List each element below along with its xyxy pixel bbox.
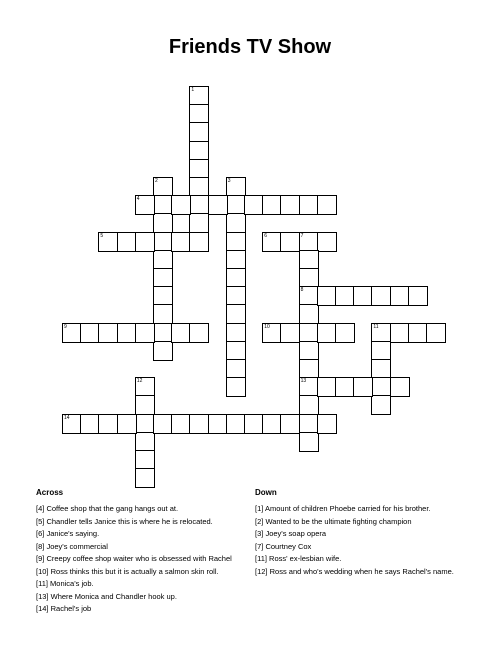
grid-cell[interactable] xyxy=(98,232,118,252)
clue-number-label: 2 xyxy=(155,178,158,184)
clue-number-label: 8 xyxy=(300,287,304,294)
grid-cell[interactable] xyxy=(299,250,319,270)
grid-cell[interactable] xyxy=(171,232,191,252)
grid-cell[interactable] xyxy=(117,232,137,252)
grid-cell[interactable] xyxy=(262,323,282,343)
clue-across xyxy=(36,567,236,576)
grid-cell[interactable] xyxy=(80,414,100,434)
clue-text: Janice's saying. xyxy=(46,529,100,538)
clue-number-label: 3 xyxy=(227,178,231,184)
grid-cell[interactable] xyxy=(189,232,209,252)
clue-number-label: 12 xyxy=(136,378,143,385)
clue-across xyxy=(36,529,236,538)
clue-text: Joey's soap opera xyxy=(265,529,327,538)
clue-text: Creepy coffee shop waiter who is obsessed with Rachel xyxy=(46,554,232,563)
clue-text: Coffee shop that the gang hangs out at. xyxy=(46,504,179,513)
grid-cell[interactable] xyxy=(189,122,209,142)
clue-number: [9] xyxy=(36,554,45,563)
grid-cell[interactable] xyxy=(153,304,173,324)
clue-number-label: 9 xyxy=(64,323,67,330)
clue-across xyxy=(36,604,236,613)
grid-cell[interactable] xyxy=(226,177,246,197)
clue-number-label: 6 xyxy=(264,232,267,239)
grid-cell[interactable] xyxy=(371,286,391,306)
grid-cell[interactable] xyxy=(299,377,319,397)
across-heading: Across xyxy=(36,488,64,497)
clue-down xyxy=(255,567,455,576)
clue-down xyxy=(255,504,455,513)
puzzle-title: Friends TV Show xyxy=(168,36,332,58)
clue-number: [7] xyxy=(255,541,264,551)
grid-cell[interactable] xyxy=(171,195,191,215)
grid-cell[interactable] xyxy=(135,232,155,252)
grid-cell[interactable] xyxy=(135,323,155,343)
grid-cell[interactable] xyxy=(335,377,355,397)
grid-cell[interactable] xyxy=(280,323,300,343)
clue-number: [14] xyxy=(36,604,49,613)
grid-cell[interactable] xyxy=(208,195,228,215)
grid-cell[interactable] xyxy=(317,286,337,306)
clue-number: [12] xyxy=(255,566,268,576)
grid-cell[interactable] xyxy=(226,213,246,233)
clue-number: [11] xyxy=(255,554,267,563)
grid-cell[interactable] xyxy=(262,414,282,434)
grid-cell[interactable] xyxy=(98,414,118,434)
grid-cell[interactable] xyxy=(135,195,155,215)
clue-across xyxy=(36,542,236,551)
grid-cell[interactable] xyxy=(135,468,155,488)
grid-cell[interactable] xyxy=(153,286,173,306)
clue-text: Monica's job. xyxy=(50,579,94,588)
grid-cell[interactable] xyxy=(299,195,319,215)
clue-number: [13] xyxy=(36,591,49,601)
grid-cell[interactable] xyxy=(135,432,155,452)
grid-cell[interactable] xyxy=(226,250,246,270)
clue-down xyxy=(255,529,455,538)
grid-cell[interactable] xyxy=(189,414,209,434)
grid-cell[interactable] xyxy=(189,213,209,233)
grid-cell[interactable] xyxy=(299,268,319,288)
grid-cell[interactable] xyxy=(299,359,319,379)
grid-cell[interactable] xyxy=(226,268,246,288)
down-clue-list xyxy=(255,504,455,579)
clue-across xyxy=(36,592,236,601)
grid-cell[interactable] xyxy=(135,377,155,397)
grid-cell[interactable] xyxy=(408,323,428,343)
clue-text: Chandler tells Janice this is where he is relocated. xyxy=(46,516,213,526)
clue-number-label: 13 xyxy=(300,378,307,385)
grid-cell[interactable] xyxy=(80,323,100,343)
grid-cell[interactable] xyxy=(335,286,355,306)
grid-cell[interactable] xyxy=(135,450,155,470)
clue-number: [3] xyxy=(255,529,264,538)
grid-cell[interactable] xyxy=(153,177,173,197)
grid-cell[interactable] xyxy=(317,195,337,215)
grid-cell[interactable] xyxy=(299,432,319,452)
clue-text: Wanted to be the ultimate fighting champion xyxy=(265,516,412,526)
grid-cell[interactable] xyxy=(371,377,391,397)
grid-cell[interactable] xyxy=(189,323,209,343)
clue-across xyxy=(36,517,236,526)
clue-number: [1] xyxy=(255,504,264,513)
grid-cell[interactable] xyxy=(189,195,209,215)
grid-cell[interactable] xyxy=(171,414,191,434)
clue-number-label: 5 xyxy=(100,232,104,239)
clue-text: Courtney Cox xyxy=(265,541,312,551)
clue-text: Joey's commercial xyxy=(46,541,108,551)
clue-number: [4] xyxy=(36,504,45,513)
grid-cell[interactable] xyxy=(98,323,118,343)
grid-cell[interactable] xyxy=(189,104,209,124)
grid-cell[interactable] xyxy=(317,414,337,434)
down-heading: Down xyxy=(255,488,277,497)
clue-text: Amount of children Phoebe carried for his brother. xyxy=(265,504,431,513)
grid-cell[interactable] xyxy=(226,359,246,379)
grid-cell[interactable] xyxy=(390,323,410,343)
clue-text: Rachel's job xyxy=(50,604,92,613)
clue-down xyxy=(255,517,455,526)
grid-cell[interactable] xyxy=(244,414,264,434)
grid-cell[interactable] xyxy=(371,395,391,415)
clue-number-label: 1 xyxy=(191,87,195,93)
clue-number: [8] xyxy=(36,541,45,551)
grid-cell[interactable] xyxy=(189,177,209,197)
clue-number: [5] xyxy=(36,516,45,526)
clue-number: [6] xyxy=(36,529,45,538)
grid-cell[interactable] xyxy=(244,195,264,215)
clue-number: [11] xyxy=(36,579,48,588)
grid-cell[interactable] xyxy=(171,323,191,343)
clue-number-label: 7 xyxy=(300,232,304,239)
clue-number: [2] xyxy=(255,516,264,526)
grid-cell[interactable] xyxy=(226,377,246,397)
grid-cell[interactable] xyxy=(153,341,173,361)
grid-cell[interactable] xyxy=(153,213,173,233)
grid-cell[interactable] xyxy=(117,414,137,434)
grid-cell[interactable] xyxy=(62,414,82,434)
grid-cell[interactable] xyxy=(226,304,246,324)
clue-across xyxy=(36,554,236,563)
grid-cell[interactable] xyxy=(189,141,209,161)
clue-number-label: 11 xyxy=(373,323,379,330)
grid-cell[interactable] xyxy=(117,323,137,343)
grid-cell[interactable] xyxy=(299,414,319,434)
clue-number-label: 10 xyxy=(264,323,270,330)
grid-cell[interactable] xyxy=(62,323,82,343)
clue-number: [10] xyxy=(36,566,49,576)
grid-cell[interactable] xyxy=(390,377,410,397)
clue-text: Ross thinks this but it is actually a salmon skin roll. xyxy=(50,566,219,576)
grid-cell[interactable] xyxy=(299,323,319,343)
grid-cell[interactable] xyxy=(262,232,282,252)
clue-text: Ross' ex-lesbian wife. xyxy=(269,554,342,563)
grid-cell[interactable] xyxy=(299,286,319,306)
grid-cell[interactable] xyxy=(299,232,319,252)
grid-cell[interactable] xyxy=(408,286,428,306)
grid-cell[interactable] xyxy=(262,195,282,215)
clue-down xyxy=(255,542,455,551)
grid-cell[interactable] xyxy=(153,323,173,343)
grid-cell[interactable] xyxy=(371,323,391,343)
across-clue-list xyxy=(36,504,236,617)
grid-cell[interactable] xyxy=(371,359,391,379)
grid-cell[interactable] xyxy=(299,395,319,415)
grid-cell[interactable] xyxy=(153,195,173,215)
grid-cell[interactable] xyxy=(153,268,173,288)
grid-cell[interactable] xyxy=(226,341,246,361)
grid-cell[interactable] xyxy=(299,304,319,324)
clue-across xyxy=(36,504,236,513)
grid-cell[interactable] xyxy=(226,232,246,252)
grid-cell[interactable] xyxy=(280,414,300,434)
grid-cell[interactable] xyxy=(226,323,246,343)
grid-cell[interactable] xyxy=(390,286,410,306)
clue-number-label: 4 xyxy=(136,196,140,203)
grid-cell[interactable] xyxy=(353,377,373,397)
grid-cell[interactable] xyxy=(135,395,155,415)
grid-cell[interactable] xyxy=(189,159,209,179)
grid-cell[interactable] xyxy=(299,341,319,361)
grid-cell[interactable] xyxy=(280,195,300,215)
grid-cell[interactable] xyxy=(280,232,300,252)
grid-cell[interactable] xyxy=(226,195,246,215)
grid-cell[interactable] xyxy=(153,232,173,252)
grid-cell[interactable] xyxy=(135,414,155,434)
grid-cell[interactable] xyxy=(226,414,246,434)
clue-number-label: 14 xyxy=(64,414,70,421)
grid-cell[interactable] xyxy=(335,323,355,343)
grid-cell[interactable] xyxy=(208,414,228,434)
grid-cell[interactable] xyxy=(317,377,337,397)
grid-cell[interactable] xyxy=(317,232,337,252)
grid-cell[interactable] xyxy=(371,341,391,361)
clue-down xyxy=(255,554,455,563)
grid-cell[interactable] xyxy=(353,286,373,306)
grid-cell[interactable] xyxy=(153,250,173,270)
clue-across xyxy=(36,579,236,588)
grid-cell[interactable] xyxy=(426,323,446,343)
grid-cell[interactable] xyxy=(189,86,209,106)
grid-cell[interactable] xyxy=(317,323,337,343)
grid-cell[interactable] xyxy=(153,414,173,434)
clue-text: Where Monica and Chandler hook up. xyxy=(50,591,177,601)
clue-text: Ross and who's wedding when he says Rachel's name. xyxy=(269,566,454,576)
grid-cell[interactable] xyxy=(226,286,246,306)
